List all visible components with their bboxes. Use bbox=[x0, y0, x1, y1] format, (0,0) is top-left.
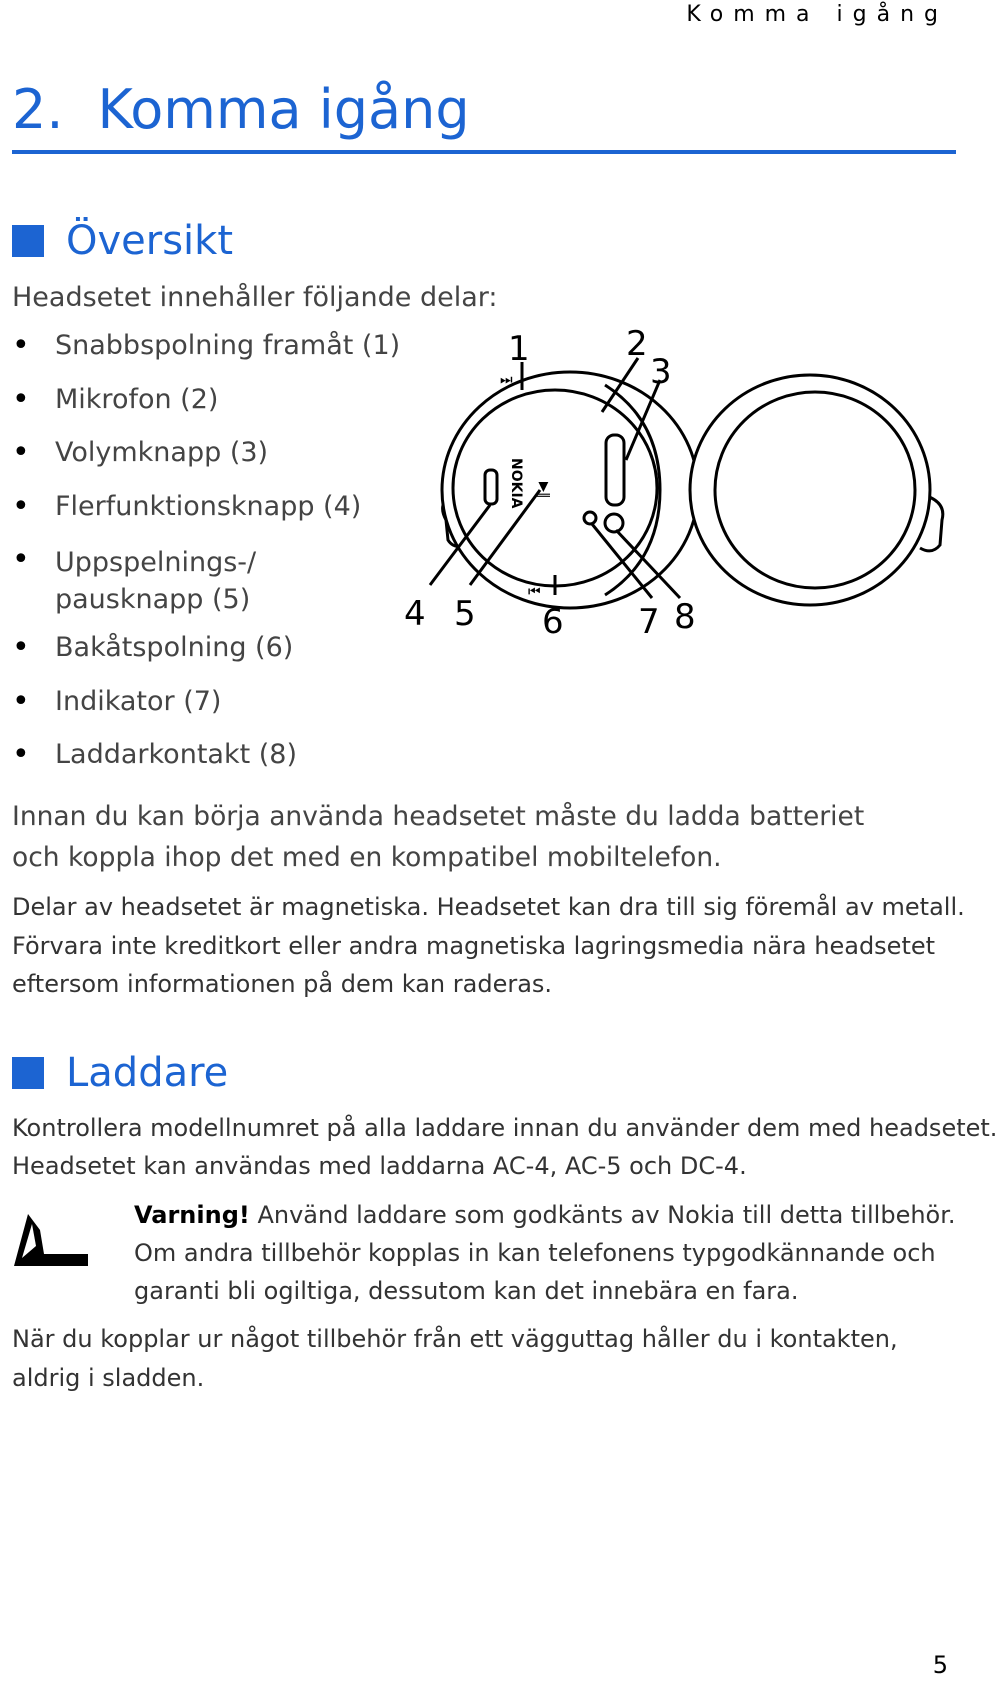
warning-block bbox=[134, 1196, 956, 1310]
overview-intro: Headsetet innehåller följande delar: bbox=[12, 282, 498, 313]
callout-4: 4 bbox=[404, 594, 426, 634]
callout-3: 3 bbox=[650, 352, 672, 392]
section-square-icon bbox=[12, 225, 44, 257]
warning-line2: Om andra tillbehör kopplas in kan telefonens typgodkännande och bbox=[134, 1239, 936, 1267]
list-item-text: Uppspelnings-/ pausknapp (5) bbox=[55, 547, 257, 615]
list-item bbox=[12, 491, 400, 545]
overview-para1-line1: Innan du kan börja använda headsetet måste du ladda batteriet bbox=[12, 801, 865, 832]
warning-line1: Använd laddare som godkänts av Nokia till detta tillbehör. bbox=[249, 1201, 956, 1229]
charger-para2-line1: När du kopplar ur något tillbehör från ett vägguttag håller du i kontakten, bbox=[12, 1325, 898, 1353]
parts-list bbox=[12, 330, 400, 793]
overview-para1-line2: och koppla ihop det med en kompatibel mobiltelefon. bbox=[12, 842, 722, 873]
overview-para2-line3: eftersom informationen på dem kan raderas. bbox=[12, 970, 553, 998]
section-square-icon bbox=[12, 1057, 44, 1089]
list-item bbox=[12, 739, 400, 793]
list-item bbox=[12, 384, 400, 438]
list-item bbox=[12, 544, 400, 632]
list-item bbox=[12, 632, 400, 686]
charger-para2-line2: aldrig i sladden. bbox=[12, 1364, 205, 1392]
warning-line3: garanti bli ogiltiga, dessutom kan det innebära en fara. bbox=[134, 1277, 799, 1305]
rewind-icon: ⏮ bbox=[528, 584, 541, 600]
chapter-rule bbox=[12, 150, 956, 154]
list-item bbox=[12, 437, 400, 491]
list-item-text: Flerfunktionsknapp (4) bbox=[55, 490, 362, 522]
warning-icon bbox=[10, 1210, 92, 1270]
section-heading-overview bbox=[12, 218, 233, 264]
section-heading-text: Översikt bbox=[66, 218, 234, 264]
overview-para2-line2: Förvara inte kreditkort eller andra magnetiska lagringsmedia nära headsetet bbox=[12, 932, 936, 960]
chapter-title-text: Komma igång bbox=[97, 78, 470, 141]
section-heading-text: Laddare bbox=[66, 1050, 229, 1096]
play-pause-icon: ▶‖ bbox=[536, 482, 551, 499]
overview-para2-line1: Delar av headsetet är magnetiska. Headsetet kan dra till sig föremål av metall. bbox=[12, 893, 965, 921]
callout-5: 5 bbox=[454, 594, 476, 634]
section-heading-charger bbox=[12, 1050, 228, 1096]
list-item-text: Indikator (7) bbox=[55, 685, 222, 717]
list-item-text: Bakåtspolning (6) bbox=[55, 632, 294, 663]
headset-illustration bbox=[404, 324, 958, 700]
page-number: 5 bbox=[932, 1651, 948, 1679]
callout-1: 1 bbox=[508, 329, 530, 369]
callout-6: 6 bbox=[542, 602, 564, 642]
list-item-text: Laddarkontakt (8) bbox=[55, 739, 297, 770]
list-item-text: Mikrofon (2) bbox=[55, 383, 219, 415]
warning-label: Varning! bbox=[134, 1201, 250, 1229]
right-earcup-outer bbox=[690, 375, 930, 605]
list-item-text: Volymknapp (3) bbox=[55, 437, 269, 468]
chapter-number: 2. bbox=[12, 78, 64, 141]
chapter-title bbox=[12, 78, 470, 141]
callout-2: 2 bbox=[626, 324, 648, 364]
fast-forward-icon: ⏭ bbox=[500, 372, 513, 388]
list-item bbox=[12, 330, 400, 384]
callout-8: 8 bbox=[674, 597, 696, 637]
brand-logo: NOKIA bbox=[508, 458, 524, 509]
charger-para1-line2: Headsetet kan användas med laddarna AC-4, AC-5 och DC-4. bbox=[12, 1152, 747, 1180]
list-item bbox=[12, 686, 400, 740]
charger-para1-line1: Kontrollera modellnumret på alla laddare innan du använder dem med headsetet. bbox=[12, 1114, 997, 1142]
callout-7: 7 bbox=[638, 602, 660, 642]
list-item-text: Snabbspolning framåt (1) bbox=[55, 330, 401, 361]
running-header: Komma igång bbox=[686, 2, 948, 27]
